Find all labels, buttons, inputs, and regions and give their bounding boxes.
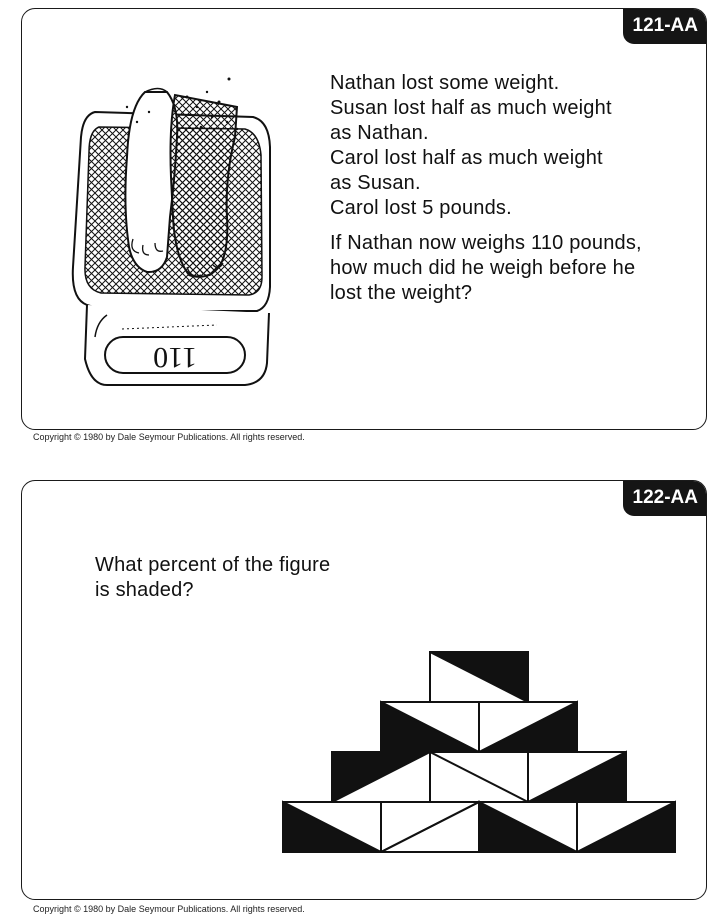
problem-text [330, 71, 642, 306]
question-line: how much did he weigh before he [330, 257, 636, 279]
pyramid-row-3 [332, 752, 626, 802]
scale-reading: 110 [153, 341, 197, 375]
problem-text [95, 553, 330, 603]
question-line: What percent of the figure [95, 554, 331, 576]
problem-line: as Susan. [330, 172, 421, 194]
question-line: If Nathan now weighs 110 pounds, [330, 232, 642, 254]
problem-line: Carol lost half as much weight [330, 147, 603, 169]
bathroom-scale-illustration [67, 67, 277, 397]
problem-line: Carol lost 5 pounds. [330, 197, 512, 219]
pyramid-row-top [430, 652, 528, 702]
copyright-notice: Copyright © 1980 by Dale Seymour Publications. All rights reserved. [33, 904, 305, 914]
problem-card-121 [21, 8, 707, 430]
problem-card-122 [21, 480, 707, 900]
copyright-notice: Copyright © 1980 by Dale Seymour Publications. All rights reserved. [33, 432, 305, 442]
pyramid-row-bottom [283, 802, 675, 852]
pyramid-row-2 [381, 702, 577, 752]
problem-line: as Nathan. [330, 122, 429, 144]
question-line: is shaded? [95, 579, 194, 601]
scale-display-digits [153, 341, 197, 374]
problem-line: Nathan lost some weight. [330, 72, 560, 94]
card-number-badge: 122-AA [623, 480, 707, 516]
problem-line: Susan lost half as much weight [330, 97, 612, 119]
card-number-badge: 121-AA [623, 8, 707, 44]
shaded-pyramid-figure [279, 651, 679, 853]
question-line: lost the weight? [330, 282, 473, 304]
